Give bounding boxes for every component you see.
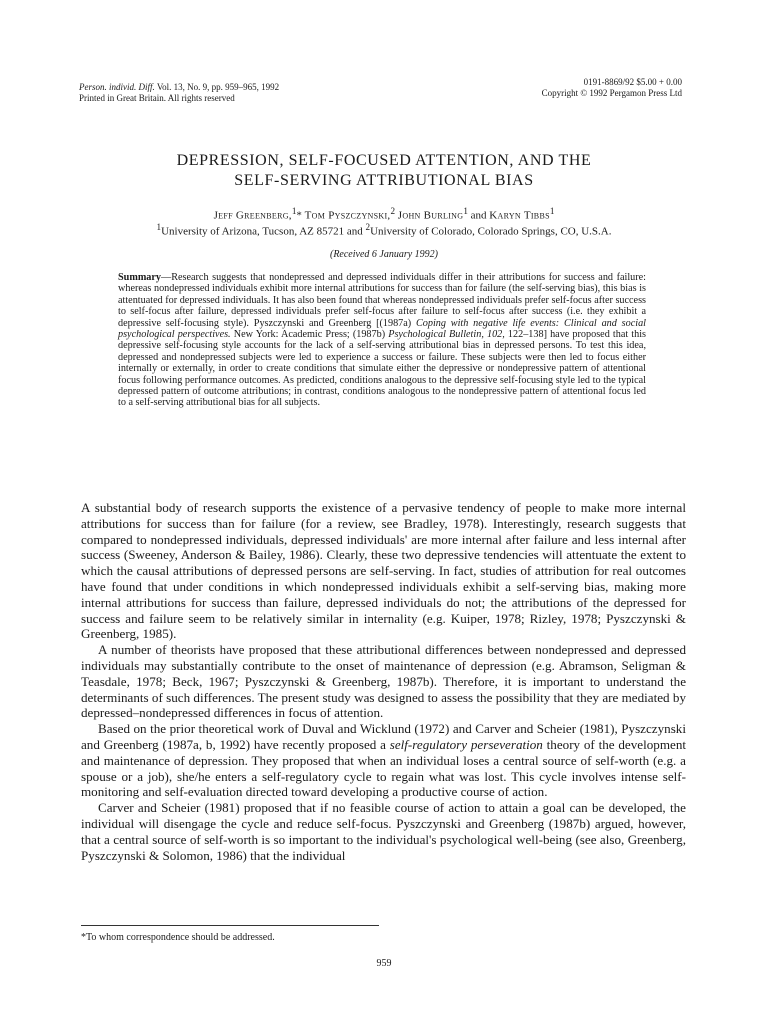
affiliation-arizona: University of Arizona, Tucson, AZ 85721 and: [161, 225, 366, 238]
author-affil-sup: 2: [390, 206, 396, 216]
paragraph: A number of theorists have proposed that these attributional differences between nondepressed and depressed individuals may substantially contribute to the onset of maintenance of depression (e.g. Abramson, Seligman & Teasdale, 1978; Beck, 1967; Pyszczynski & Greenberg, 1987b). Therefore, it is important to understand the determinants of such differences. The present study was designed to assess the possibility that they are mediated by depressed–nondepressed differences in focus of attention.: [81, 642, 686, 721]
paper-title: [0, 151, 768, 191]
body-text: [81, 500, 686, 863]
author-burling: John Burling: [397, 209, 464, 222]
paragraph: Carver and Scheier (1981) proposed that if no feasible course of action to attain a goal can be developed, the individual will disengage the cycle and reduce self-focus. Pyszczynski and Greenberg (1987b) argued, however, that a central source of self-worth is so important to the individual's psychological well-being (see also, Greenberg, Pyszczynski & Solomon, 1986) that the individual: [81, 800, 686, 863]
author-affil-sup: 1: [463, 206, 468, 216]
abstract-lead: Summary: [118, 272, 162, 283]
abstract-text: —Research suggests that nondepressed and depressed individuals differ in their attributions for success and failure: whereas nondepressed individuals exhibit more internal attributions for success than for failure (the self-serving bias), this bias is attentuated for depressed individuals. It has also been found that whereas nondepressed individuals prefer self-focus after success to self-focus after failure, depressed individuals prefer self-focus after failure to self-focus after success (i.e. they exhibit a depressive self-focusing style). Pyszczynski and Greenberg [(1987a): [118, 272, 646, 329]
abstract: [118, 272, 646, 409]
affiliations: [0, 221, 768, 239]
author-pyszczynski: Tom Pyszczynski,: [304, 209, 391, 222]
abstract-text: 122–138] have proposed that this depressive self-focusing style accounts for the lack of a self-serving attributional bias in depressed persons. To test this idea, depressed and nondepressed subjects were led to experience a success or failure. These subjects were then led to focus either internally or externally, in order to create conditions that simulate either the depressive or nondepressive pattern of attentional focus following performance outcomes. As predicted, conditions analogous to the depressive self-focusing style led to the typical depressed pattern of outcome attributions; in contrast, conditions analogous to the nondepressive pattern of attentional focus led to a self-serving attributional bias for all subjects.: [118, 329, 647, 409]
author-affil-sup: 1: [549, 206, 555, 216]
volume-info: Vol. 13, No. 9, pp. 959–965, 1992: [154, 82, 280, 92]
paragraph-text: theory of the development and maintenance of depression. They proposed that when an individual loses a central source of self-worth (e.g. a spouse or a job), she/he enters a self-regulatory cycle to regain what was lost. This cycle involves intense self-monitoring and self-evaluation directed toward developing a productive course of action.: [81, 736, 687, 800]
abstract-journal-title: Psychological Bulletin, 102,: [388, 329, 505, 341]
author-tibbs: Karyn Tibbs: [489, 209, 550, 222]
affil-sup: 1: [156, 222, 162, 232]
journal-name: Person. individ. Diff.: [79, 82, 155, 92]
theory-name: self-regulatory perseveration: [389, 736, 543, 752]
received-date: (Received 6 January 1992): [329, 249, 438, 260]
footnote-divider: [81, 925, 379, 926]
author-greenberg: Jeff Greenberg,: [213, 209, 292, 222]
paragraph: A substantial body of research supports the existence of a pervasive tendency of people to make more internal attributions for success than for failure (for a review, see Bradley, 1978). Interestingly, research suggests that compared to nondepressed individuals, depressed individuals' are more internal after failure and less internal after success (Sweeney, Anderson & Bailey, 1986). Clearly, these two depressive tendencies will attentuate the extent to which the causal attributions of depressed persons are self-serving. In fact, studies of attribution for real outcomes have found that under conditions in which nondepressed individuals exhibit a self-serving bias, making more internal attributions for success than failure, depressed individuals do not; the attributions of the depressed for success and failure seem to be relatively similar in internality (e.g. Kuiper, 1978; Rizley, 1978; Pyszczynski & Greenberg, 1985).: [81, 500, 686, 642]
abstract-book-title: Coping with negative life events: Clinical and social psychological perspectives.: [118, 317, 646, 341]
affiliation-colorado: University of Colorado, Colorado Springs, CO, U.S.A.: [370, 225, 612, 238]
abstract-text: New York: Academic Press; (1987b): [230, 329, 389, 341]
title-line-2: SELF-SERVING ATTRIBUTIONAL BIAS: [234, 172, 534, 189]
paragraph: [81, 721, 686, 800]
author-list: [0, 205, 768, 223]
author-affil-sup: 1: [291, 206, 297, 216]
issn-code: 0191-8869/92 $5.00 + 0.00: [583, 77, 682, 87]
author-conjunction: and: [467, 209, 490, 222]
correspondence-mark: *: [296, 209, 302, 222]
citation-line: [79, 82, 279, 93]
printed-notice: Printed in Great Britain. All rights reserved: [79, 93, 235, 103]
footnote: *To whom correspondence should be addressed.: [81, 932, 275, 943]
paragraph-text: Based on the prior theoretical work of Duval and Wicklund (1972) and Carver and Scheier (1981), Pyszczynski and Greenberg (1987a, b, 1992) have recently proposed a: [81, 721, 686, 752]
affil-sup: 2: [365, 222, 371, 232]
copyright-notice: Copyright © 1992 Pergamon Press Ltd: [541, 88, 682, 98]
page-number: 959: [376, 958, 392, 969]
copyright-block: [542, 77, 682, 99]
title-line-1: DEPRESSION, SELF-FOCUSED ATTENTION, AND THE: [176, 152, 592, 169]
journal-citation: [79, 82, 279, 104]
